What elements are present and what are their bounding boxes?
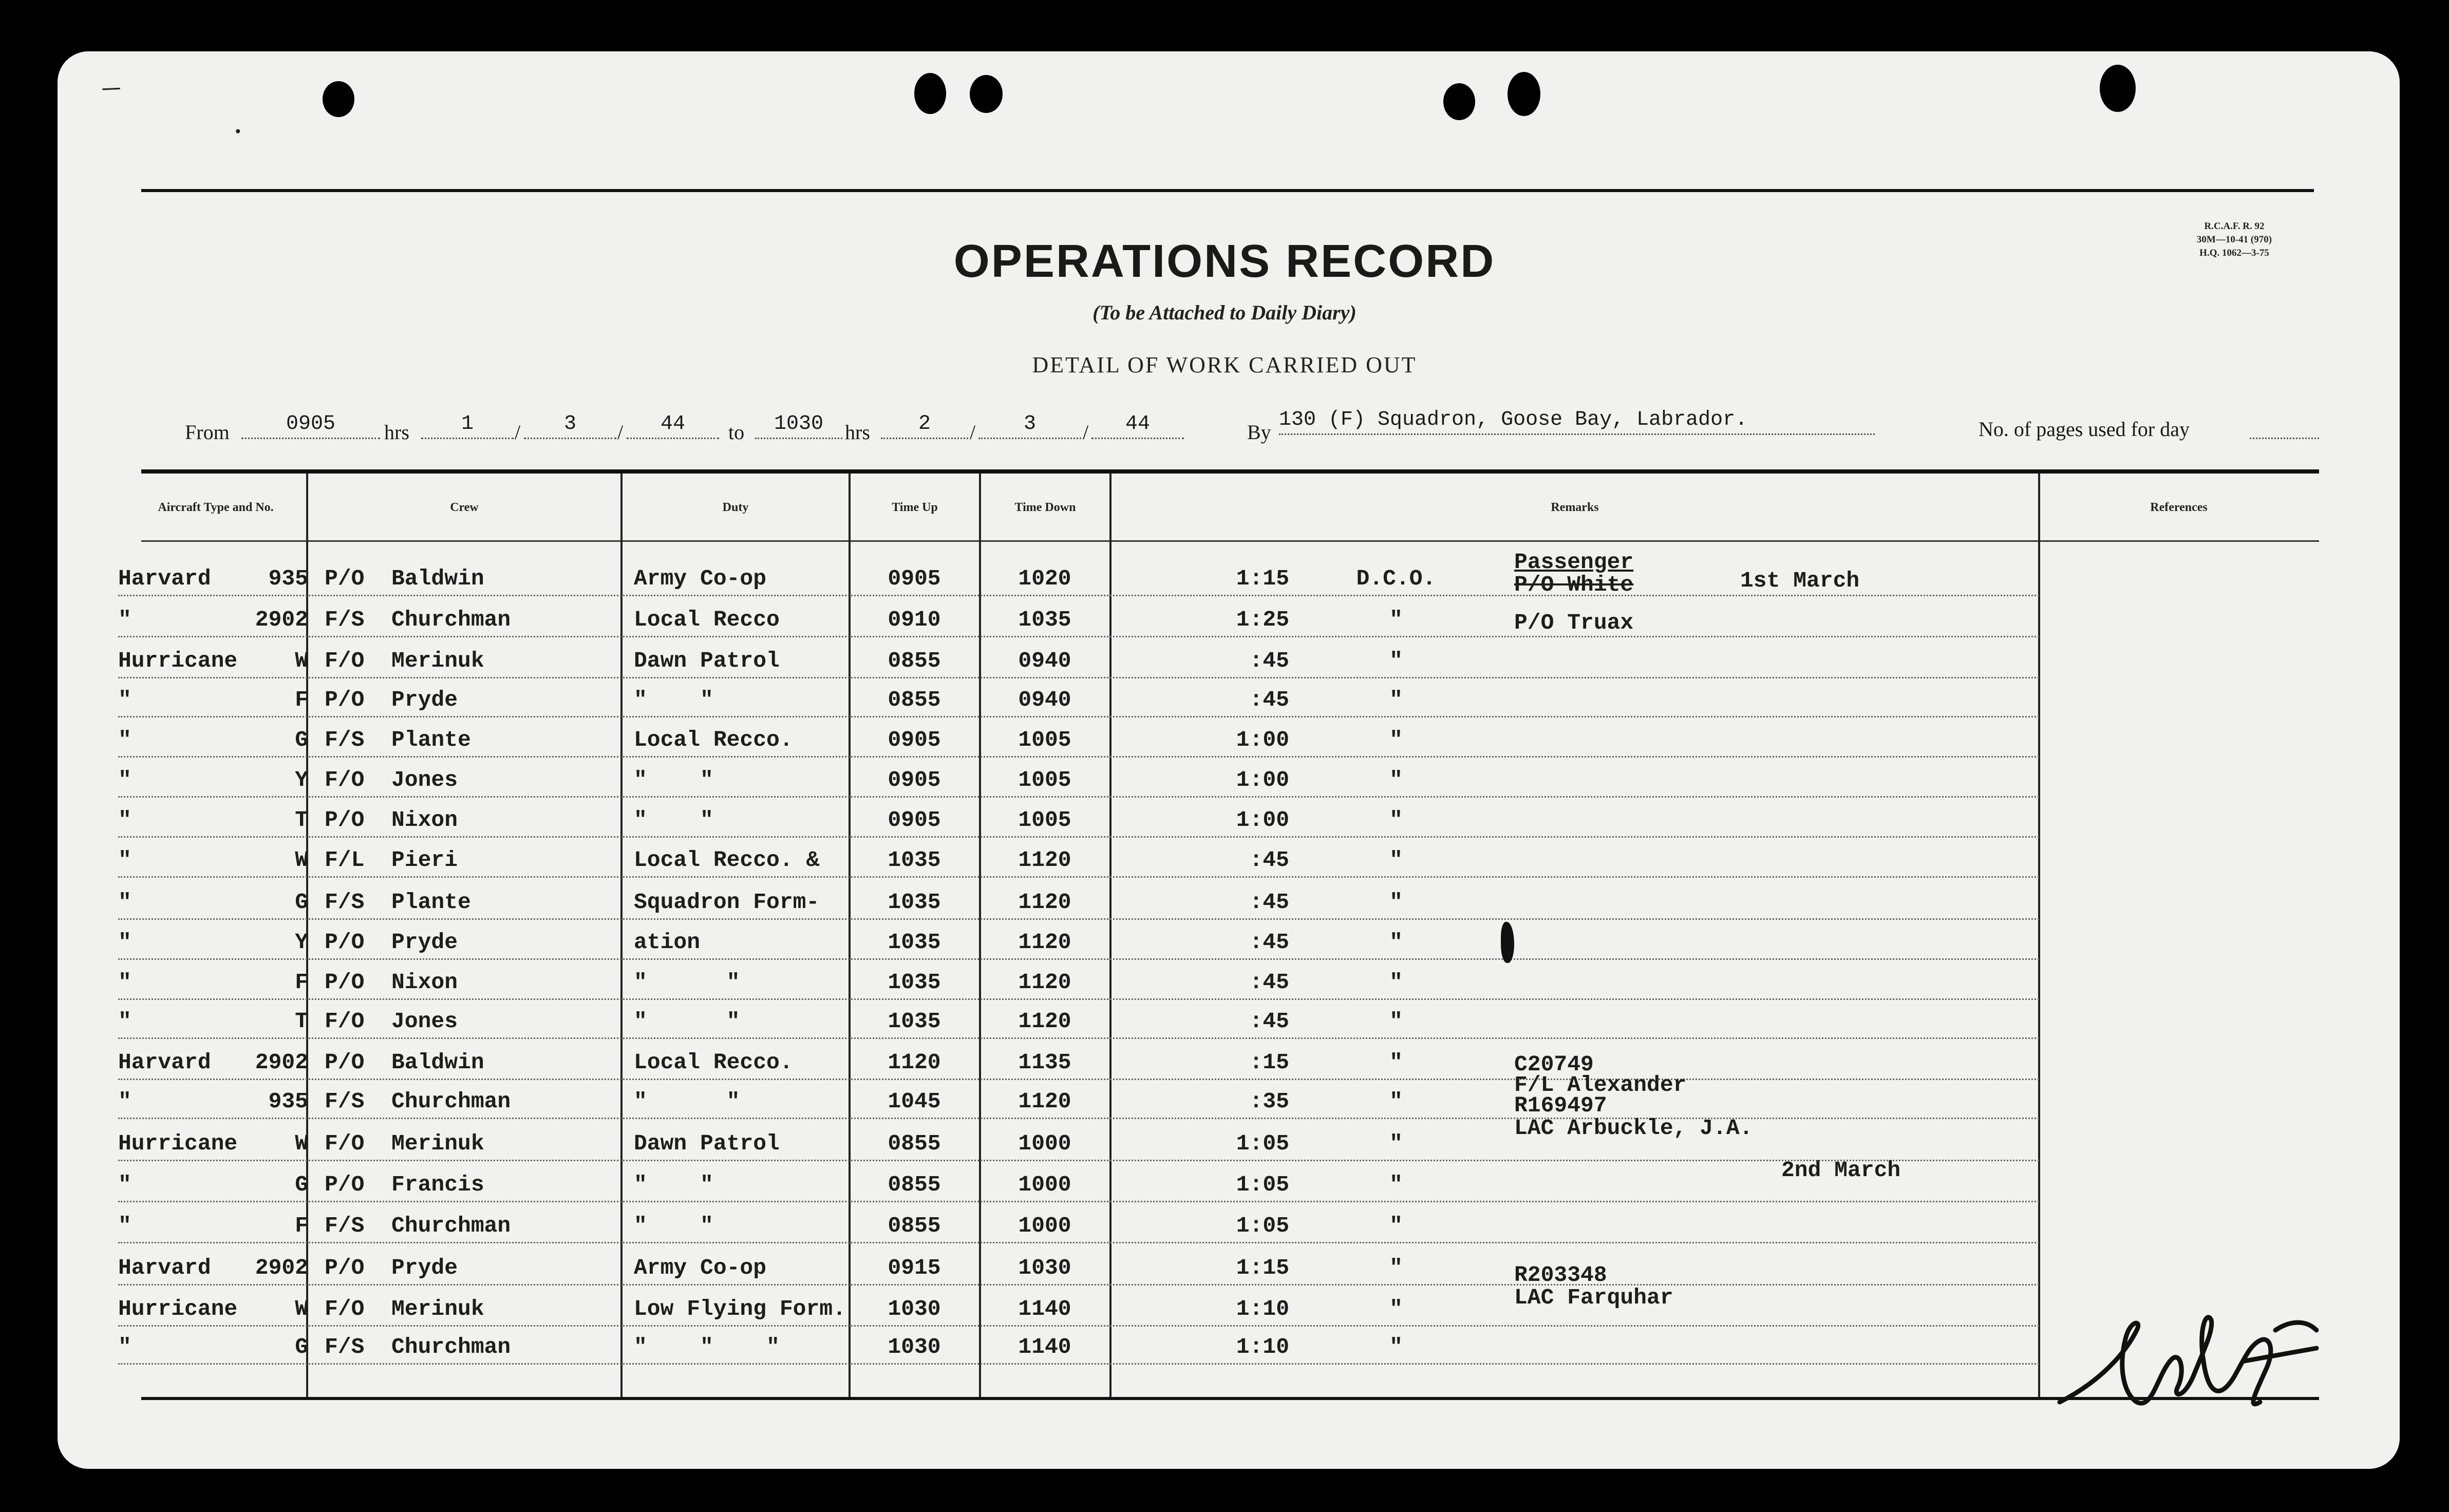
slash: / xyxy=(1083,421,1089,444)
table-row xyxy=(118,969,2327,1010)
cell-duty: " " xyxy=(634,1009,740,1034)
row-dotted-rule xyxy=(118,1242,2039,1243)
cell-time-down: 1005 xyxy=(1018,727,1071,752)
cell-aircraft-type: " xyxy=(118,1334,131,1359)
by-value: 130 (F) Squadron, Goose Bay, Labrador. xyxy=(1279,407,1875,435)
cell-dco: " xyxy=(1389,687,1403,712)
cell-aircraft-no: F xyxy=(295,970,308,995)
cell-time-up: 1045 xyxy=(888,1089,941,1114)
cell-aircraft-no: G xyxy=(295,1334,308,1359)
cell-rank: F/S xyxy=(325,1089,365,1114)
from-time: 0905 xyxy=(241,411,380,439)
cell-duration: 1:05 xyxy=(1236,1172,1289,1197)
punch-hole xyxy=(1508,72,1540,116)
cell-dco: " xyxy=(1389,1213,1403,1238)
cell-duty: " " " xyxy=(634,1334,780,1359)
col-duty: Duty xyxy=(722,501,749,514)
from-day: 1 xyxy=(421,411,514,439)
cell-aircraft-no: 2902 xyxy=(255,607,308,632)
remark-date-first: 1st March xyxy=(1740,568,1860,593)
cell-dco: " xyxy=(1389,1296,1403,1321)
table-bottom-rule xyxy=(141,1397,2319,1400)
row-dotted-rule xyxy=(118,716,2039,717)
cell-time-down: 1120 xyxy=(1018,930,1071,955)
table-row xyxy=(118,889,2327,930)
from-month: 3 xyxy=(524,411,616,439)
form-code-line: H.Q. 1062—3-75 xyxy=(2199,248,2269,258)
cell-crew-name: Pieri xyxy=(391,847,458,873)
cell-time-down: 1140 xyxy=(1018,1296,1071,1321)
punch-hole xyxy=(970,75,1003,113)
cell-time-up: 0905 xyxy=(888,727,941,752)
cell-time-down: 1035 xyxy=(1018,607,1071,632)
cell-crew-name: Jones xyxy=(391,767,458,792)
cell-dco: " xyxy=(1389,1050,1403,1075)
cell-dco: D.C.O. xyxy=(1356,566,1436,591)
cell-duration: 1:00 xyxy=(1236,807,1289,833)
margin-mark: / xyxy=(99,81,124,97)
row-dotted-rule xyxy=(118,836,2039,838)
cell-crew-name: Francis xyxy=(391,1172,484,1197)
table-row xyxy=(118,647,2327,688)
cell-duration: 1:00 xyxy=(1236,767,1289,792)
cell-aircraft-no: T xyxy=(295,807,308,833)
cell-dco: " xyxy=(1389,1089,1403,1114)
cell-duty: " " xyxy=(634,807,713,833)
cell-crew-name: Churchman xyxy=(391,607,511,632)
punch-hole xyxy=(1443,83,1475,120)
remark-truax: P/O Truax xyxy=(1514,610,1634,635)
cell-rank: F/O xyxy=(325,767,365,792)
cell-duration: 1:25 xyxy=(1236,607,1289,632)
table-row xyxy=(118,766,2327,807)
cell-duration: :45 xyxy=(1249,1009,1289,1034)
cell-aircraft-no: W xyxy=(295,847,308,873)
cell-dco: " xyxy=(1389,1131,1403,1156)
cell-time-down: 1120 xyxy=(1018,970,1071,995)
cell-duty: Local Recco. & xyxy=(634,847,820,873)
cell-time-down: 1120 xyxy=(1018,890,1071,915)
cell-time-up: 0910 xyxy=(888,607,941,632)
cell-dco: " xyxy=(1389,1255,1403,1280)
row-dotted-rule xyxy=(118,636,2039,637)
cell-time-down: 0940 xyxy=(1018,687,1071,712)
cell-time-up: 0855 xyxy=(888,687,941,712)
row-dotted-rule xyxy=(118,1160,2039,1161)
cell-rank: P/O xyxy=(325,1172,365,1197)
cell-aircraft-no: F xyxy=(295,1213,308,1238)
table-top-rule xyxy=(141,469,2319,474)
punch-hole xyxy=(914,73,946,114)
row-dotted-rule xyxy=(118,958,2039,960)
cell-time-down: 1030 xyxy=(1018,1255,1071,1280)
cell-duration: :45 xyxy=(1249,648,1289,673)
top-rule xyxy=(141,189,2314,192)
cell-duty: " " xyxy=(634,1213,713,1238)
cell-rank: F/O xyxy=(325,1296,365,1321)
cell-time-down: 1000 xyxy=(1018,1172,1071,1197)
to-year: 44 xyxy=(1091,411,1184,439)
page-title: OPERATIONS RECORD xyxy=(953,236,1496,287)
cell-duty: " " xyxy=(634,970,740,995)
hrs-label: hrs xyxy=(384,421,409,444)
cell-aircraft-type: " xyxy=(118,607,131,632)
to-day: 2 xyxy=(881,411,968,439)
row-dotted-rule xyxy=(118,1201,2039,1202)
cell-duty: " " xyxy=(634,1172,713,1197)
cell-time-up: 0905 xyxy=(888,566,941,591)
cell-aircraft-no: Y xyxy=(295,930,308,955)
cell-time-up: 1030 xyxy=(888,1296,941,1321)
cell-aircraft-type: Harvard xyxy=(118,566,211,591)
row-dotted-rule xyxy=(118,1284,2039,1286)
cell-crew-name: Nixon xyxy=(391,807,458,833)
table-row xyxy=(118,1333,2327,1374)
cell-aircraft-type: " xyxy=(118,767,131,792)
cell-duty: Army Co-op xyxy=(634,566,767,591)
cell-aircraft-type: Hurricane xyxy=(118,1296,238,1321)
cell-duration: 1:10 xyxy=(1236,1334,1289,1359)
hrs-label: hrs xyxy=(845,421,870,444)
cell-duration: 1:00 xyxy=(1236,727,1289,752)
remark-c20749: C20749 xyxy=(1514,1052,1594,1077)
cell-aircraft-type: " xyxy=(118,1089,131,1114)
cell-dco: " xyxy=(1389,970,1403,995)
cell-crew-name: Merinuk xyxy=(391,648,484,673)
cell-duty: " " xyxy=(634,767,713,792)
cell-aircraft-type: " xyxy=(118,1213,131,1238)
cell-aircraft-no: 935 xyxy=(268,1089,308,1114)
cell-time-down: 1000 xyxy=(1018,1213,1071,1238)
cell-duty: Low Flying Form. xyxy=(634,1296,846,1321)
from-label: From xyxy=(185,421,230,444)
cell-time-down: 1005 xyxy=(1018,767,1071,792)
col-crew: Crew xyxy=(450,501,479,514)
cell-aircraft-type: Harvard xyxy=(118,1050,211,1075)
cell-duty: Local Recco. xyxy=(634,1050,793,1075)
cell-rank: F/L xyxy=(325,847,365,873)
cell-rank: F/O xyxy=(325,1131,365,1156)
cell-aircraft-no: Y xyxy=(295,767,308,792)
punch-hole xyxy=(2100,65,2136,112)
cell-time-down: 1140 xyxy=(1018,1334,1071,1359)
cell-dco: " xyxy=(1389,1334,1403,1359)
cell-crew-name: Merinuk xyxy=(391,1131,484,1156)
cell-duration: 1:15 xyxy=(1236,1255,1289,1280)
cell-time-up: 0855 xyxy=(888,1172,941,1197)
remark-r169497: R169497 xyxy=(1514,1093,1607,1118)
margin-mark: • xyxy=(234,123,242,140)
table-row xyxy=(118,1088,2327,1129)
cell-aircraft-type: " xyxy=(118,1172,131,1197)
cell-aircraft-no: F xyxy=(295,687,308,712)
cell-rank: P/O xyxy=(325,1050,365,1075)
cell-aircraft-type: Hurricane xyxy=(118,1131,238,1156)
row-dotted-rule xyxy=(118,677,2039,678)
to-time: 1030 xyxy=(755,411,842,439)
cell-aircraft-no: G xyxy=(295,1172,308,1197)
col-references: References xyxy=(2150,501,2208,514)
cell-rank: P/O xyxy=(325,970,365,995)
remark-arbuckle: LAC Arbuckle, J.A. xyxy=(1514,1116,1753,1141)
cell-dco: " xyxy=(1389,1009,1403,1034)
cell-crew-name: Churchman xyxy=(391,1334,511,1359)
cell-time-down: 0940 xyxy=(1018,648,1071,673)
cell-duration: :35 xyxy=(1249,1089,1289,1114)
cell-time-up: 0855 xyxy=(888,1131,941,1156)
table-row xyxy=(118,726,2327,767)
detail-heading: DETAIL OF WORK CARRIED OUT xyxy=(1032,352,1417,377)
cell-rank: F/S xyxy=(325,1334,365,1359)
table-header-rule xyxy=(141,540,2319,542)
cell-duty: ation xyxy=(634,930,701,955)
cell-time-down: 1120 xyxy=(1018,1089,1071,1114)
table-row xyxy=(118,1130,2327,1171)
cell-aircraft-type: " xyxy=(118,727,131,752)
table-row xyxy=(118,806,2327,847)
cell-rank: F/O xyxy=(325,648,365,673)
cell-time-down: 1000 xyxy=(1018,1131,1071,1156)
cell-duty: Squadron Form- xyxy=(634,890,820,915)
cell-rank: F/S xyxy=(325,607,365,632)
cell-rank: F/S xyxy=(325,1213,365,1238)
cell-dco: " xyxy=(1389,930,1403,955)
row-dotted-rule xyxy=(118,796,2039,798)
punch-hole xyxy=(323,81,354,117)
cell-aircraft-type: " xyxy=(118,687,131,712)
cell-aircraft-type: " xyxy=(118,807,131,833)
cell-time-up: 1035 xyxy=(888,930,941,955)
remark-r203348: R203348 xyxy=(1514,1262,1607,1288)
cell-duration: 1:10 xyxy=(1236,1296,1289,1321)
cell-duty: " " xyxy=(634,687,713,712)
cell-aircraft-no: G xyxy=(295,727,308,752)
row-dotted-rule xyxy=(118,876,2039,878)
page-subtitle: (To be Attached to Daily Diary) xyxy=(1092,301,1357,324)
cell-time-down: 1020 xyxy=(1018,566,1071,591)
form-code-line: 30M—10-41 (970) xyxy=(2196,234,2272,245)
row-dotted-rule xyxy=(118,1363,2039,1365)
cell-crew-name: Pryde xyxy=(391,687,458,712)
cell-dco: " xyxy=(1389,890,1403,915)
cell-duration: :45 xyxy=(1249,970,1289,995)
cell-time-down: 1005 xyxy=(1018,807,1071,833)
row-dotted-rule xyxy=(118,1325,2039,1327)
cell-rank: F/S xyxy=(325,727,365,752)
cell-aircraft-type: " xyxy=(118,930,131,955)
cell-aircraft-type: Hurricane xyxy=(118,648,238,673)
slash: / xyxy=(617,421,624,444)
cell-duty: Dawn Patrol xyxy=(634,1131,780,1156)
cell-duration: :45 xyxy=(1249,930,1289,955)
cell-duration: 1:05 xyxy=(1236,1213,1289,1238)
signature-image xyxy=(2049,1299,2327,1418)
by-label: By xyxy=(1247,421,1271,444)
remark-date-second: 2nd March xyxy=(1781,1158,1901,1183)
to-label: to xyxy=(728,421,745,444)
cell-aircraft-type: " xyxy=(118,970,131,995)
cell-dco: " xyxy=(1389,807,1403,833)
slash: / xyxy=(970,421,976,444)
cell-dco: " xyxy=(1389,847,1403,873)
cell-time-up: 1035 xyxy=(888,1009,941,1034)
cell-duty: Army Co-op xyxy=(634,1255,767,1280)
cell-dco: " xyxy=(1389,607,1403,632)
cell-time-up: 0905 xyxy=(888,807,941,833)
cell-dco: " xyxy=(1389,648,1403,673)
cell-duty: Local Recco xyxy=(634,607,780,632)
cell-time-down: 1135 xyxy=(1018,1050,1071,1075)
cell-rank: P/O xyxy=(325,1255,365,1280)
row-dotted-rule xyxy=(118,918,2039,920)
remark-alexander: F/L Alexander xyxy=(1514,1072,1687,1098)
table-row xyxy=(118,1254,2327,1295)
cell-duration: :45 xyxy=(1249,687,1289,712)
table-row xyxy=(118,686,2327,727)
cell-rank: P/O xyxy=(325,687,365,712)
cell-time-up: 1030 xyxy=(888,1334,941,1359)
cell-rank: P/O xyxy=(325,930,365,955)
pages-value xyxy=(2250,411,2319,439)
cell-time-up: 0915 xyxy=(888,1255,941,1280)
table-row xyxy=(118,1049,2327,1090)
cell-time-up: 0855 xyxy=(888,1213,941,1238)
cell-aircraft-no: 2902 xyxy=(255,1255,308,1280)
row-dotted-rule xyxy=(118,998,2039,1000)
row-dotted-rule xyxy=(118,595,2039,596)
col-time-down: Time Down xyxy=(1014,501,1076,514)
cell-crew-name: Baldwin xyxy=(391,566,484,591)
table-row xyxy=(118,606,2327,647)
cell-time-up: 1035 xyxy=(888,890,941,915)
cell-crew-name: Pryde xyxy=(391,930,458,955)
cell-duration: :45 xyxy=(1249,847,1289,873)
cell-crew-name: Churchman xyxy=(391,1089,511,1114)
cell-time-up: 0905 xyxy=(888,767,941,792)
form-code-line: R.C.A.F. R. 92 xyxy=(2204,221,2265,232)
table-row xyxy=(118,565,2327,606)
table-row xyxy=(118,1008,2327,1049)
cell-aircraft-no: 935 xyxy=(268,566,308,591)
col-aircraft: Aircraft Type and No. xyxy=(158,501,274,514)
cell-aircraft-no: W xyxy=(295,1131,308,1156)
cell-dco: " xyxy=(1389,1172,1403,1197)
cell-aircraft-no: W xyxy=(295,648,308,673)
cell-crew-name: Pryde xyxy=(391,1255,458,1280)
cell-time-up: 1035 xyxy=(888,970,941,995)
cell-time-down: 1120 xyxy=(1018,1009,1071,1034)
table-row xyxy=(118,1171,2327,1212)
row-dotted-rule xyxy=(118,1079,2039,1080)
cell-time-up: 0855 xyxy=(888,648,941,673)
pages-label: No. of pages used for day xyxy=(1979,418,2190,441)
cell-rank: F/S xyxy=(325,890,365,915)
cell-duration: :15 xyxy=(1249,1050,1289,1075)
slash: / xyxy=(515,421,521,444)
cell-duration: 1:05 xyxy=(1236,1131,1289,1156)
cell-crew-name: Jones xyxy=(391,1009,458,1034)
col-remarks: Remarks xyxy=(1551,501,1599,514)
cell-crew-name: Churchman xyxy=(391,1213,511,1238)
cell-aircraft-no: T xyxy=(295,1009,308,1034)
table-row xyxy=(118,1295,2327,1336)
cell-aircraft-type: " xyxy=(118,890,131,915)
cell-dco: " xyxy=(1389,767,1403,792)
table-row xyxy=(118,846,2327,887)
remark-farquhar: LAC Farquhar xyxy=(1514,1285,1673,1310)
cell-duty: Dawn Patrol xyxy=(634,648,780,673)
cell-crew-name: Nixon xyxy=(391,970,458,995)
remark-passenger: Passenger xyxy=(1514,550,1634,575)
cell-aircraft-no: G xyxy=(295,890,308,915)
cell-time-up: 1035 xyxy=(888,847,941,873)
cell-aircraft-no: W xyxy=(295,1296,308,1321)
cell-crew-name: Plante xyxy=(391,890,471,915)
cell-aircraft-no: 2902 xyxy=(255,1050,308,1075)
col-time-up: Time Up xyxy=(892,501,938,514)
from-year: 44 xyxy=(627,411,719,439)
cell-duration: :45 xyxy=(1249,890,1289,915)
table-row xyxy=(118,929,2327,970)
cell-duty: " " xyxy=(634,1089,740,1114)
cell-aircraft-type: " xyxy=(118,1009,131,1034)
cell-dco: " xyxy=(1389,727,1403,752)
cell-duration: 1:15 xyxy=(1236,566,1289,591)
cell-rank: F/O xyxy=(325,1009,365,1034)
cell-time-up: 1120 xyxy=(888,1050,941,1075)
to-month: 3 xyxy=(978,411,1081,439)
cell-crew-name: Plante xyxy=(391,727,471,752)
cell-rank: P/O xyxy=(325,566,365,591)
cell-rank: P/O xyxy=(325,807,365,833)
table-row xyxy=(118,1212,2327,1253)
cell-aircraft-type: " xyxy=(118,847,131,873)
cell-crew-name: Merinuk xyxy=(391,1296,484,1321)
cell-aircraft-type: Harvard xyxy=(118,1255,211,1280)
cell-crew-name: Baldwin xyxy=(391,1050,484,1075)
cell-duty: Local Recco. xyxy=(634,727,793,752)
cell-time-down: 1120 xyxy=(1018,847,1071,873)
row-dotted-rule xyxy=(118,756,2039,758)
row-dotted-rule xyxy=(118,1037,2039,1039)
remark-struck-name: P/O White xyxy=(1514,572,1634,597)
